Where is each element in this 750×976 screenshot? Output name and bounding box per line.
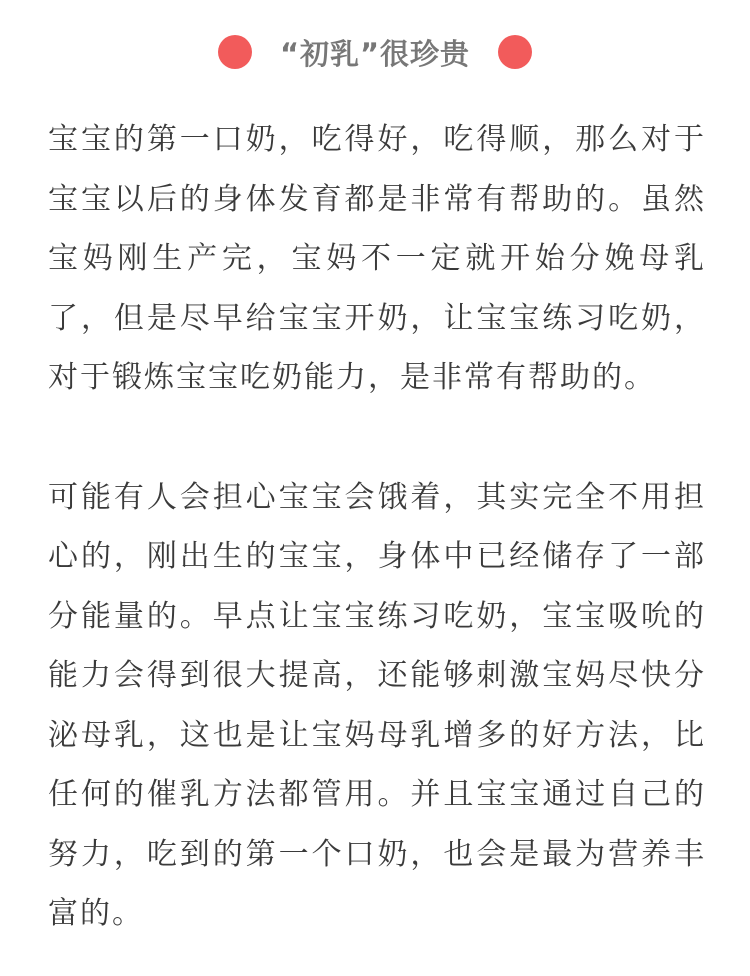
section-title: “初乳”很珍贵 — [279, 36, 471, 71]
paragraph-1: 宝宝的第一口奶，吃得好，吃得顺，那么对于宝宝以后的身体发育都是非常有帮助的。虽然宝妈刚生产完，宝妈不一定就开始分娩母乳了，但是尽早给宝宝开奶，让宝宝练习吃奶，对于锻炼宝宝吃奶能力，是非常有帮助的。 — [48, 122, 706, 395]
section-heading — [0, 24, 750, 80]
right-dot-icon — [498, 35, 532, 69]
article-body — [48, 110, 706, 944]
left-dot-icon — [218, 35, 252, 69]
paragraph-2: 可能有人会担心宝宝会饿着，其实完全不用担心的，刚出生的宝宝，身体中已经储存了一部分能量的。早点让宝宝练习吃奶，宝宝吸吮的能力会得到很大提高，还能够刺激宝妈尽快分泌母乳，这也是让宝妈母乳增多的好方法，比任何的催乳方法都管用。并且宝宝通过自己的努力，吃到的第一个口奶，也会是最为营养丰富的。 — [48, 479, 706, 931]
